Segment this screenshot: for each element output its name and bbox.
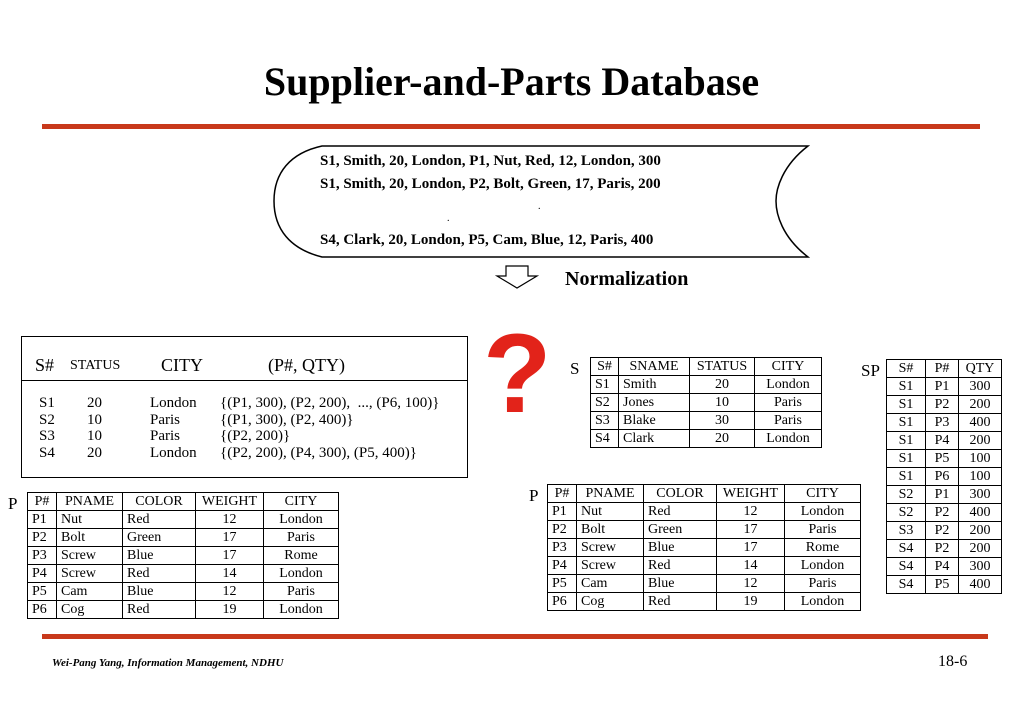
table-cell: 17 xyxy=(196,547,264,565)
table-cell: London xyxy=(785,503,861,521)
table-cell: P4 xyxy=(28,565,57,583)
table-cell: 200 xyxy=(959,396,1002,414)
table-cell: P5 xyxy=(548,575,577,593)
bottom-divider xyxy=(42,634,988,639)
table-row xyxy=(548,521,861,539)
table-cell: 10 xyxy=(690,394,755,412)
table-row xyxy=(591,376,822,394)
table-row xyxy=(548,593,861,611)
table-cell: Cog xyxy=(577,593,644,611)
table-cell: S1 xyxy=(591,376,619,394)
table-header-cell: QTY xyxy=(959,360,1002,378)
table-cell: S4 xyxy=(887,576,926,594)
table-cell: Green xyxy=(123,529,196,547)
table-cell: 17 xyxy=(196,529,264,547)
table-cell: Screw xyxy=(57,547,123,565)
table-header-cell: S# xyxy=(591,358,619,376)
table-row xyxy=(887,450,1002,468)
table-cell: Nut xyxy=(57,511,123,529)
table-cell: P5 xyxy=(926,576,959,594)
table-row xyxy=(548,503,861,521)
table-row xyxy=(887,558,1002,576)
table-cell: S1 xyxy=(887,432,926,450)
table-cell: London xyxy=(264,601,339,619)
table-cell: Blue xyxy=(123,547,196,565)
question-mark: ? xyxy=(483,311,552,436)
unnormalized-header-pq: (P#, QTY) xyxy=(268,355,345,375)
table-cell: Red xyxy=(123,601,196,619)
table-cell: Paris xyxy=(264,583,339,601)
record-line-2: S1, Smith, 20, London, P2, Bolt, Green, 17, Paris, 200 xyxy=(320,176,661,192)
table-cell: P6 xyxy=(548,593,577,611)
table-row xyxy=(887,414,1002,432)
table-cell: P3 xyxy=(926,414,959,432)
table-cell: 300 xyxy=(959,378,1002,396)
table-cell: 300 xyxy=(959,558,1002,576)
table-cell: 200 xyxy=(959,522,1002,540)
table-cell: S1 xyxy=(887,396,926,414)
table-cell: P2 xyxy=(926,396,959,414)
table-cell: Red xyxy=(644,503,717,521)
table-cell: 14 xyxy=(196,565,264,583)
table-cell: P5 xyxy=(28,583,57,601)
table-cell: Blue xyxy=(644,539,717,557)
table-cell: Bolt xyxy=(577,521,644,539)
table-cell: Screw xyxy=(577,539,644,557)
table-cell: 200 xyxy=(959,432,1002,450)
unnormalized-col-snum: S1 S2 S3 S4 xyxy=(39,395,55,461)
page-number: 18-6 xyxy=(938,653,968,670)
table-p-right-label: P xyxy=(529,486,539,505)
table-row xyxy=(591,430,822,448)
unnormalized-header-snum: S# xyxy=(35,355,55,375)
table-cell: Smith xyxy=(619,376,690,394)
table-cell: London xyxy=(264,511,339,529)
table-header-cell: CITY xyxy=(264,493,339,511)
table-cell: 300 xyxy=(959,486,1002,504)
table-row xyxy=(548,557,861,575)
unnormalized-relation xyxy=(21,336,468,478)
table-cell: S2 xyxy=(591,394,619,412)
table-row xyxy=(887,540,1002,558)
table-cell: 30 xyxy=(690,412,755,430)
unnormalized-col-status: 20 10 10 20 xyxy=(87,395,102,461)
down-arrow-icon xyxy=(494,264,540,290)
table-cell: P1 xyxy=(548,503,577,521)
unnormalized-header-status: STATUS xyxy=(70,358,121,373)
table-cell: Cam xyxy=(577,575,644,593)
top-divider xyxy=(42,124,980,129)
table-cell: Paris xyxy=(785,575,861,593)
table-cell: P3 xyxy=(548,539,577,557)
table-p-left-label: P xyxy=(8,494,18,513)
table-row xyxy=(887,378,1002,396)
table-cell: 12 xyxy=(196,511,264,529)
table-header-cell: COLOR xyxy=(123,493,196,511)
table-cell: P2 xyxy=(926,504,959,522)
table-cell: 400 xyxy=(959,504,1002,522)
table-header-cell: P# xyxy=(548,485,577,503)
table-row xyxy=(887,504,1002,522)
table-sp-label: SP xyxy=(861,361,880,380)
table-cell: S1 xyxy=(887,378,926,396)
table-header-cell: COLOR xyxy=(644,485,717,503)
table-cell: Red xyxy=(123,511,196,529)
table-cell: Screw xyxy=(577,557,644,575)
table-cell: Cog xyxy=(57,601,123,619)
table-cell: Paris xyxy=(755,412,822,430)
table-cell: S3 xyxy=(591,412,619,430)
table-cell: P4 xyxy=(926,558,959,576)
table-row xyxy=(887,576,1002,594)
table-cell: Blue xyxy=(644,575,717,593)
table-cell: P3 xyxy=(28,547,57,565)
table-cell: S2 xyxy=(887,486,926,504)
table-cell: P5 xyxy=(926,450,959,468)
unnormalized-header-divider xyxy=(22,380,467,381)
table-cell: Green xyxy=(644,521,717,539)
table-cell: 17 xyxy=(717,539,785,557)
table-cell: Jones xyxy=(619,394,690,412)
table-cell: London xyxy=(785,557,861,575)
unnormalized-col-city: London Paris Paris London xyxy=(150,395,197,461)
table-cell: Paris xyxy=(785,521,861,539)
table-s xyxy=(590,357,822,448)
table-cell: Red xyxy=(123,565,196,583)
table-row xyxy=(28,601,339,619)
table-cell: 19 xyxy=(196,601,264,619)
table-cell: 19 xyxy=(717,593,785,611)
table-row xyxy=(591,394,822,412)
table-row xyxy=(887,468,1002,486)
table-header-row xyxy=(887,360,1002,378)
unnormalized-header-city: CITY xyxy=(161,355,203,375)
table-cell: Paris xyxy=(264,529,339,547)
table-cell: P4 xyxy=(926,432,959,450)
table-header-cell: PNAME xyxy=(57,493,123,511)
table-cell: P2 xyxy=(28,529,57,547)
table-row xyxy=(548,575,861,593)
table-cell: S2 xyxy=(887,504,926,522)
table-cell: 12 xyxy=(717,503,785,521)
table-cell: S1 xyxy=(887,414,926,432)
table-cell: 12 xyxy=(196,583,264,601)
table-header-row xyxy=(548,485,861,503)
table-row xyxy=(28,583,339,601)
table-cell: P2 xyxy=(926,522,959,540)
table-header-cell: STATUS xyxy=(690,358,755,376)
table-cell: Blake xyxy=(619,412,690,430)
table-cell: 100 xyxy=(959,450,1002,468)
table-cell: 12 xyxy=(717,575,785,593)
table-cell: Bolt xyxy=(57,529,123,547)
table-cell: Nut xyxy=(577,503,644,521)
record-line-1: S1, Smith, 20, London, P1, Nut, Red, 12, London, 300 xyxy=(320,153,661,169)
table-cell: P1 xyxy=(926,378,959,396)
table-cell: P2 xyxy=(926,540,959,558)
table-cell: P1 xyxy=(926,486,959,504)
table-row xyxy=(28,547,339,565)
table-cell: 17 xyxy=(717,521,785,539)
table-cell: London xyxy=(264,565,339,583)
table-cell: 20 xyxy=(690,430,755,448)
table-cell: London xyxy=(785,593,861,611)
unnormalized-col-pq: {(P1, 300), (P2, 200), ..., (P6, 100)} {(P1, 300), (P2, 400)} {(P2, 200)} {(P2, 200), (P4, 300), (P5, 400)} xyxy=(220,395,440,461)
table-row xyxy=(887,396,1002,414)
table-cell: London xyxy=(755,430,822,448)
normalization-label: Normalization xyxy=(565,268,689,290)
table-p-left xyxy=(27,492,339,619)
table-row xyxy=(591,412,822,430)
table-header-cell: S# xyxy=(887,360,926,378)
table-header-row xyxy=(591,358,822,376)
table-cell: 100 xyxy=(959,468,1002,486)
table-row xyxy=(28,529,339,547)
table-row xyxy=(887,486,1002,504)
table-header-row xyxy=(28,493,339,511)
table-cell: 400 xyxy=(959,414,1002,432)
table-cell: Blue xyxy=(123,583,196,601)
table-cell: S3 xyxy=(887,522,926,540)
table-cell: Paris xyxy=(755,394,822,412)
table-row xyxy=(887,522,1002,540)
table-header-cell: WEIGHT xyxy=(196,493,264,511)
table-cell: 200 xyxy=(959,540,1002,558)
table-p-right xyxy=(547,484,861,611)
table-cell: London xyxy=(755,376,822,394)
table-cell: P6 xyxy=(926,468,959,486)
table-header-cell: P# xyxy=(926,360,959,378)
table-cell: 20 xyxy=(690,376,755,394)
table-header-cell: WEIGHT xyxy=(717,485,785,503)
record-ellipsis-dot-right: . xyxy=(538,201,541,212)
table-cell: S1 xyxy=(887,450,926,468)
table-row xyxy=(28,565,339,583)
table-cell: 400 xyxy=(959,576,1002,594)
table-row xyxy=(887,432,1002,450)
record-ellipsis-dot-left: . xyxy=(447,213,450,224)
table-cell: Rome xyxy=(264,547,339,565)
table-cell: P2 xyxy=(548,521,577,539)
table-cell: P6 xyxy=(28,601,57,619)
table-cell: S4 xyxy=(591,430,619,448)
table-cell: Clark xyxy=(619,430,690,448)
table-cell: 14 xyxy=(717,557,785,575)
footer-author: Wei-Pang Yang, Information Management, NDHU xyxy=(52,657,284,669)
table-header-cell: P# xyxy=(28,493,57,511)
table-header-cell: CITY xyxy=(755,358,822,376)
table-cell: S4 xyxy=(887,558,926,576)
table-cell: S4 xyxy=(887,540,926,558)
table-header-cell: SNAME xyxy=(619,358,690,376)
slide-title: Supplier-and-Parts Database xyxy=(263,59,760,104)
table-cell: P4 xyxy=(548,557,577,575)
table-row xyxy=(548,539,861,557)
table-sp xyxy=(886,359,1002,594)
table-cell: Cam xyxy=(57,583,123,601)
table-cell: Rome xyxy=(785,539,861,557)
table-header-cell: CITY xyxy=(785,485,861,503)
table-cell: P1 xyxy=(28,511,57,529)
table-s-label: S xyxy=(570,359,580,378)
table-header-cell: PNAME xyxy=(577,485,644,503)
table-cell: Red xyxy=(644,593,717,611)
table-cell: Red xyxy=(644,557,717,575)
table-cell: Screw xyxy=(57,565,123,583)
table-row xyxy=(28,511,339,529)
record-line-4: S4, Clark, 20, London, P5, Cam, Blue, 12, Paris, 400 xyxy=(320,232,654,248)
table-cell: S1 xyxy=(887,468,926,486)
